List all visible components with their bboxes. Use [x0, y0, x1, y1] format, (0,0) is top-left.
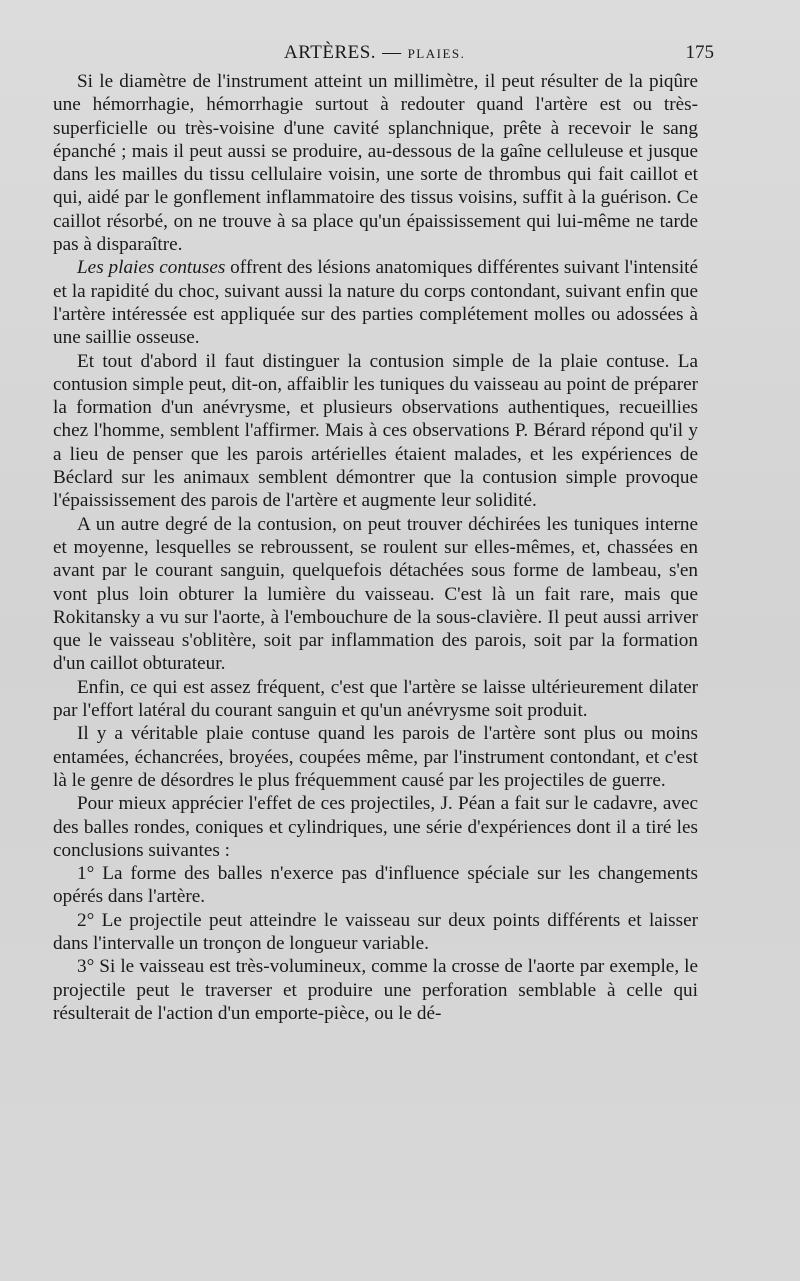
paragraph-7: Pour mieux apprécier l'effet de ces projectiles, J. Péan a fait sur le cadavre, avec des balles rondes, coniques et cylindriques, une série d'expériences dont il a tiré les conclusions suivantes : [53, 793, 698, 861]
paragraph-9: 2° Le projectile peut atteindre le vaisseau sur deux points différents et laisser dans l'intervalle un tronçon de longueur variable. [53, 909, 698, 954]
paragraph-3: Et tout d'abord il faut distinguer la contusion simple de la plaie contuse. La contusion simple peut, dit-on, affaiblir les tuniques du vaisseau au point de préparer la formation d'un anévrysme, et plusieurs observations authentiques, recueillies chez l'homme, semblent l'affirmer. Mais à ces observations P. Bérard répond qu'il y a lieu de penser que les parois artérielles étaient malades, et les expériences de Béclard sur les animaux semblent démontrer que la contusion simple provoque l'épaississement des parois de l'artère et augmente leur solidité. [53, 350, 698, 512]
paragraph-4: A un autre degré de la contusion, on peut trouver déchirées les tuniques interne et moyenne, lesquelles se rebroussent, se roulent sur elles-mêmes, et, chassées en avant par le courant sanguin, quelquefois détachées sous forme de lambeau, s'en vont plus loin obturer la lumière du vaisseau. C'est là un fait rare, mais que Rokitansky a vu sur l'aorte, à l'embouchure de la sous-clavière. Il peut aussi arriver que le vaisseau s'oblitère, soit par inflammation des parois, soit par la formation d'un caillot obturateur. [53, 513, 698, 675]
running-title-main: ARTÈRES. [284, 42, 377, 63]
paragraph-10: 3° Si le vaisseau est très-volumineux, comme la crosse de l'aorte par exemple, le projectile peut le traverser et produire une perforation semblable à celle qui résulterait de l'action d'un emporte-pièce, ou le dé- [53, 956, 698, 1024]
page-number: 175 [685, 42, 714, 63]
paragraph-1: Si le diamètre de l'instrument atteint un millimètre, il peut résulter de la piqûre une hémorrhagie, hémorrhagie surtout à redouter quand l'artère est ou très-superficielle ou très-voisine d'une cavité splanchnique, prête à recevoir le sang épanché ; mais il peut aussi se produire, au-dessous de la gaîne celluleuse et jusque dans les mailles du tissu cellulaire voisin, une sorte de thrombus qui fait caillot et qui, aidé par le gonflement inflammatoire des tissus voisins, suffit à la guérison. Ce caillot résorbé, on ne trouve à sa place qu'un épaississement qui lui-même ne tarde pas à disparaître. [53, 71, 698, 256]
running-title [284, 42, 465, 64]
paragraph-8: 1° La forme des balles n'exerce pas d'influence spéciale sur les changements opérés dans l'artère. [53, 863, 698, 908]
paragraph-5: Enfin, ce qui est assez fréquent, c'est que l'artère se laisse ultérieurement dilater par l'effort latéral du courant sanguin et qu'un anévrysme soit produit. [53, 676, 698, 722]
running-title-subtitle: PLAIES. [407, 46, 466, 61]
paragraph-2 [53, 256, 698, 349]
paragraph-2-italic: Les plaies contuses [77, 257, 226, 279]
running-title-dash: — [382, 42, 402, 63]
paragraph-6: Il y a véritable plaie contuse quand les parois de l'artère sont plus ou moins entamées, échancrées, broyées, coupées même, par l'instrument contondant, et c'est là le genre de désordres le plus fréquemment causé par les projectiles de guerre. [53, 723, 698, 791]
page-header [0, 36, 800, 66]
paragraph-2-text: offrent des lésions anatomiques différentes suivant l'intensité et la rapidité du choc, suivant aussi la nature du corps contondant, suivant enfin que l'artère intéressée est appliquée sur des parties complétement molles ou adossées à une saillie osseuse. [53, 257, 698, 349]
body-text [53, 70, 698, 1025]
